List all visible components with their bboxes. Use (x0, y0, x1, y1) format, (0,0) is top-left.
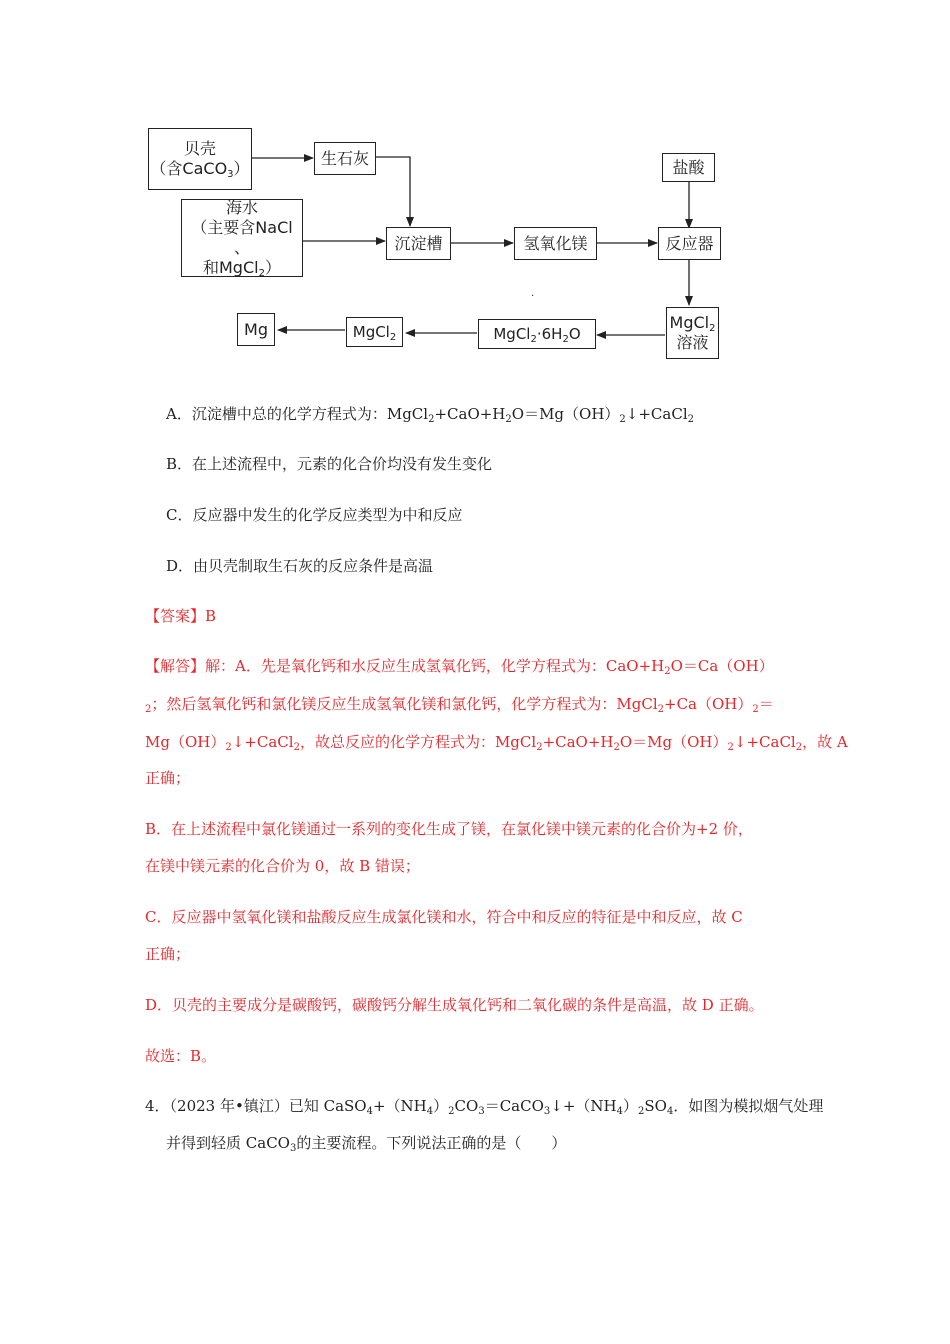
diagram-arrows (0, 0, 950, 380)
hcl-box: 盐酸 (662, 153, 715, 182)
quicklime-box: 生石灰 (314, 142, 376, 175)
arrow-quicklime-to-tank (376, 157, 410, 226)
reactor-box: 反应器 (658, 227, 721, 260)
stray-dot: . (531, 288, 535, 299)
solution-c-line-2: 正确； (145, 945, 191, 963)
solution-b-line-2: 在镁中镁元素的化合价为 0，故 B 错误； (145, 857, 420, 875)
solution-choose: 故选：B。 (145, 1047, 217, 1065)
question-4-line-2: 并得到轻质 CaCO$_3$的主要流程。下列说法正确的是（ ） (166, 1134, 567, 1154)
mgcl2-box: MgCl$_2$ (346, 317, 403, 347)
option-c: C．反应器中发生的化学反应类型为中和反应 (166, 506, 463, 524)
option-d: D．由贝壳制取生石灰的反应条件是高温 (166, 557, 434, 575)
shell-label: 贝壳 (183, 139, 216, 158)
mg-box: Mg (237, 313, 275, 346)
answer: 【答案】B (145, 607, 217, 625)
solution-line-3: $Mg(OH)_2↓+CaCl_2$，故总反应的化学方程式为：$MgCl_2+CaO+H_2O=Mg(OH)_2↓+CaCl_2$，故 A (145, 733, 848, 753)
solution-b-line-1: B．在上述流程中氯化镁通过一系列的变化生成了镁，在氯化镁中镁元素的化合价为+2 价， (145, 820, 753, 838)
question-4-line-1: 4．（2023 年•镇江）已知 $CaSO_4+(NH_4)_2CO_3=CaCO_3↓+(NH_4)_2SO_4$．如图为模拟烟气处理 (145, 1097, 824, 1117)
solution-d-line-1: D．贝壳的主要成分是碳酸钙，碳酸钙分解生成氧化钙和二氧化碳的条件是高温，故 D 正确。 (145, 996, 764, 1014)
option-a: A．沉淀槽中总的化学方程式为：$MgCl_2+CaO+H_2O=Mg(OH)_2↓+CaCl_2$ (166, 405, 694, 425)
seawater-box: 海水 （主要含NaCl 、 和MgCl$_2$） (181, 199, 303, 277)
hydrate-box: $MgCl_2\cdot 6H_2O$ (478, 319, 596, 349)
shell-box (148, 128, 252, 190)
mgoh-box: 氢氧化镁 (514, 227, 597, 260)
shell-formula: （含CaCO$_3$） (150, 159, 250, 180)
option-b: B．在上述流程中，元素的化合价均没有发生变化 (166, 455, 493, 473)
tank-box: 沉淀槽 (386, 227, 451, 260)
solution-line-4: 正确； (145, 769, 191, 787)
solution-line-2: $_2$；然后氢氧化钙和氯化镁反应生成氢氧化镁和氯化钙，化学方程式为：$MgCl_2+Ca(OH)_2=$ (145, 695, 774, 715)
mgcl2-solution-box: MgCl$_2$ 溶液 (666, 307, 719, 359)
solution-c-line-1: C．反应器中氢氧化镁和盐酸反应生成氯化镁和水，符合中和反应的特征是中和反应，故 C (145, 908, 743, 926)
solution-line-1: 【解答】解：A．先是氧化钙和水反应生成氢氧化钙，化学方程式为：$CaO+H_2O=Ca(OH)$ (145, 657, 774, 677)
